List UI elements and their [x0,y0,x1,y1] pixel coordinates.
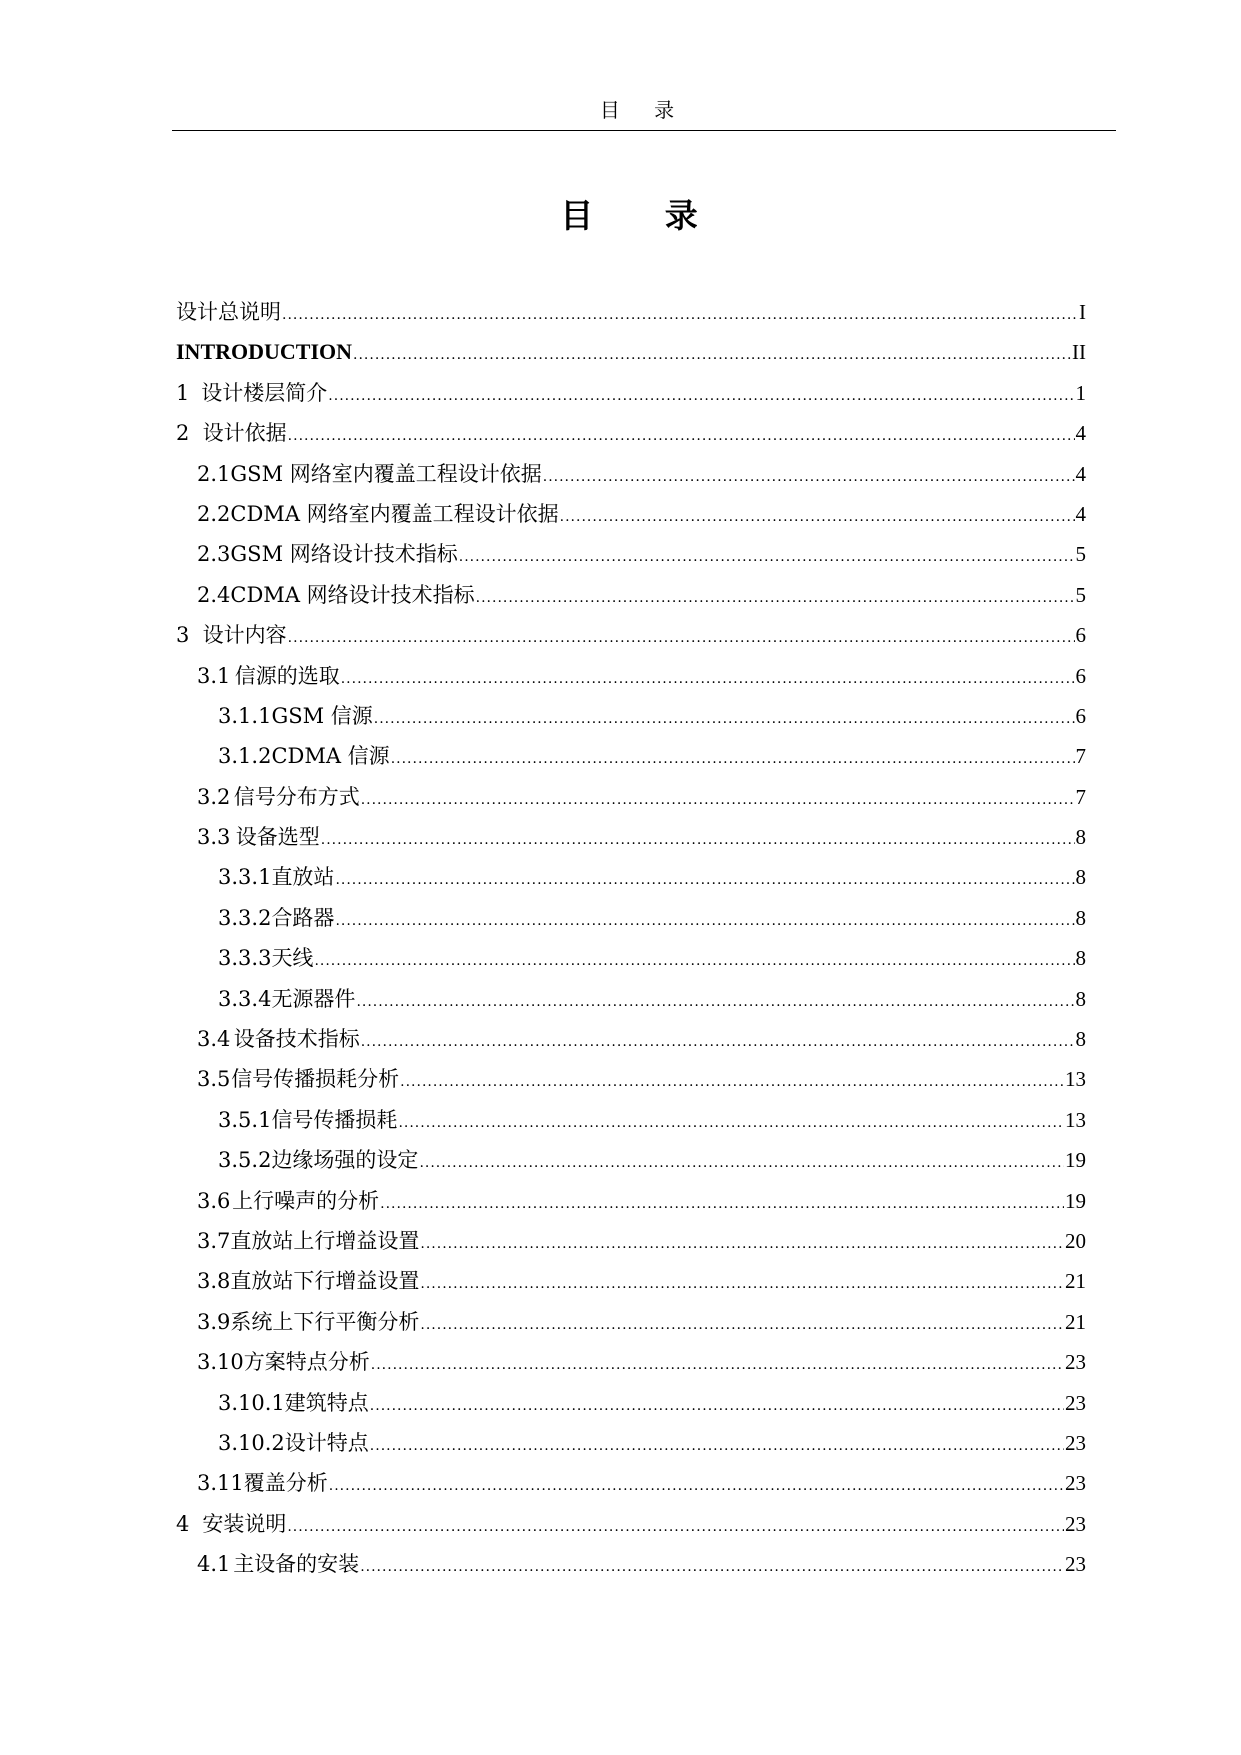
toc-entry-title: CDMA 网络室内覆盖工程设计依据 [230,501,559,526]
toc-entry-title: 设计内容 [202,623,287,648]
toc-entry-page: 19 [1065,1148,1086,1173]
toc-entry[interactable] [176,1342,1086,1382]
toc-entry[interactable] [176,656,1086,696]
toc-entry[interactable] [176,292,1086,332]
page-title: 目 录 [560,196,728,235]
toc-entry-number: 4.1 [197,1552,231,1577]
toc-entry-page: 7 [1075,744,1086,769]
toc-entry-number: 3.3.2 [218,905,272,930]
toc-entry-number: 2.2 [197,501,231,526]
toc-entry-title: 天线 [271,946,314,971]
toc-leader-dots [329,1466,1064,1506]
toc-entry-number: 3.3.4 [218,986,272,1011]
toc-entry-page: 8 [1075,865,1086,890]
toc-entry-number: 3.8 [197,1269,231,1294]
toc-entry-title: 设备技术指标 [233,1027,360,1052]
toc-entry-number: 3.1.1 [218,703,272,728]
toc-entry[interactable] [176,373,1086,413]
toc-leader-dots [356,982,1074,1022]
toc-entry[interactable] [176,1463,1086,1503]
toc-entry[interactable] [176,1504,1086,1544]
toc-leader-dots [321,820,1075,860]
toc-entry-title: CDMA 网络设计技术指标 [230,582,475,607]
toc-entry-number: 3.4 [197,1027,231,1052]
toc-entry[interactable] [176,1383,1086,1423]
toc-entry[interactable] [176,494,1086,534]
toc-entry-number: 2 [176,421,190,446]
toc-entry-page: 23 [1065,1430,1086,1455]
toc-entry-title: GSM 信源 [271,703,373,728]
toc-entry-title: 合路器 [271,905,335,930]
toc-entry-number: 3.3.3 [218,946,272,971]
toc-leader-dots [360,1547,1064,1587]
toc-entry-page: 8 [1075,986,1086,1011]
toc-entry-number: 3 [176,623,190,648]
toc-leader-dots [560,497,1075,537]
toc-leader-dots [380,1184,1064,1224]
toc-leader-dots [341,659,1075,699]
toc-entry-title: 设计楼层简介 [201,380,328,405]
toc-leader-dots [543,457,1075,497]
toc-entry-title: 上行噪声的分析 [232,1188,380,1213]
toc-entry-title: 覆盖分析 [243,1471,328,1496]
toc-entry[interactable] [176,1544,1086,1584]
toc-entry-page: 20 [1065,1228,1086,1253]
toc-entry-page: 1 [1075,380,1086,405]
toc-entry-page: 4 [1075,461,1086,486]
toc-entry-page: 23 [1065,1552,1086,1577]
header-rule [172,130,1116,131]
toc-leader-dots [420,1264,1064,1304]
toc-entry-number: 3.9 [197,1309,231,1334]
toc-entry-number: 3.1 [197,663,231,688]
toc-leader-dots [288,416,1075,456]
toc-entry-title: INTRODUCTION [176,339,353,365]
toc-entry-page: 23 [1065,1511,1086,1536]
toc-entry[interactable] [176,1423,1086,1463]
toc-entry-title: 信号分布方式 [233,784,360,809]
toc-entry-page: 23 [1065,1471,1086,1496]
toc-entry-page: 5 [1075,542,1086,567]
toc-entry[interactable] [176,1100,1086,1140]
toc-entry-number: 3.3.1 [218,865,272,890]
toc-entry[interactable] [176,817,1086,857]
toc-entry[interactable] [176,1140,1086,1180]
toc-entry-title: 安装说明 [202,1511,287,1536]
toc-entry[interactable] [176,454,1086,494]
toc-leader-dots [398,1103,1064,1143]
toc-entry-number: 3.10.1 [218,1390,285,1415]
toc-leader-dots [361,1022,1075,1062]
toc-entry-page: 13 [1065,1107,1086,1132]
toc-entry[interactable] [176,777,1086,817]
toc-leader-dots [371,1345,1064,1385]
toc-entry[interactable] [176,1221,1086,1261]
toc-entry-number: 3.2 [197,784,231,809]
toc-entry-title: 设计总说明 [176,300,281,324]
toc-entry-page: 8 [1075,825,1086,850]
toc-leader-dots [476,578,1075,618]
toc-entry-number: 3.1.2 [218,744,272,769]
toc-entry[interactable] [176,979,1086,1019]
toc-entry-number: 3.10.2 [218,1430,285,1455]
toc-entry-page: 4 [1075,501,1086,526]
toc-entry-page: 6 [1075,663,1086,688]
toc-entry-number: 3.5 [197,1067,231,1092]
toc-entry-page: 21 [1065,1269,1086,1294]
toc-leader-dots [370,1386,1064,1426]
toc-entry[interactable] [176,1059,1086,1099]
toc-leader-dots [391,739,1075,779]
toc-entry-title: GSM 网络设计技术指标 [230,542,458,567]
toc-entry-page: 5 [1075,582,1086,607]
toc-leader-dots [420,1305,1064,1345]
toc-entry-page: 23 [1065,1350,1086,1375]
table-of-contents [176,292,1086,1585]
toc-leader-dots [361,780,1075,820]
toc-entry-title: 信源的选取 [234,663,340,688]
toc-entry[interactable] [176,1302,1086,1342]
toc-entry-page: 8 [1075,1027,1086,1052]
toc-leader-dots [370,1426,1064,1466]
toc-entry-page: 8 [1075,946,1086,971]
toc-entry-number: 3.5.2 [218,1148,272,1173]
toc-leader-dots [282,295,1078,335]
toc-entry-page: 6 [1075,703,1086,728]
toc-entry-title: 设计依据 [202,421,287,446]
toc-entry-page: 19 [1065,1188,1086,1213]
toc-entry-number: 4 [176,1511,190,1536]
toc-leader-dots [335,901,1074,941]
toc-entry[interactable] [176,736,1086,776]
toc-entry-page: I [1079,300,1086,324]
toc-leader-dots [400,1062,1064,1102]
toc-leader-dots [335,860,1074,900]
toc-entry[interactable] [176,1019,1086,1059]
toc-entry[interactable] [176,857,1086,897]
toc-entry-title: CDMA 信源 [271,744,390,769]
toc-leader-dots [353,335,1071,375]
toc-entry-number: 3.11 [197,1471,244,1496]
toc-entry-number: 2.3 [197,542,231,567]
running-header: 目 录 [599,98,689,122]
toc-entry[interactable] [176,1181,1086,1221]
toc-entry-page: 23 [1065,1390,1086,1415]
toc-entry[interactable] [176,1261,1086,1301]
toc-leader-dots [419,1143,1064,1183]
toc-leader-dots [459,537,1075,577]
toc-entry-title: 直放站 [271,865,335,890]
toc-entry[interactable] [176,575,1086,615]
toc-entry-page: 6 [1075,623,1086,648]
toc-entry-page: 4 [1075,421,1086,446]
toc-entry-title: 直放站上行增益设置 [230,1228,420,1253]
toc-entry[interactable] [176,696,1086,736]
toc-leader-dots [374,699,1075,739]
toc-entry[interactable] [176,938,1086,978]
toc-entry-page: 21 [1065,1309,1086,1334]
toc-leader-dots [328,376,1074,416]
toc-entry-number: 3.10 [197,1350,244,1375]
toc-leader-dots [288,618,1075,658]
toc-entry-number: 2.1 [197,461,231,486]
toc-entry-number: 1 [176,380,190,405]
toc-entry-title: 建筑特点 [284,1390,369,1415]
toc-entry-page: II [1072,340,1086,365]
toc-entry-page: 8 [1075,905,1086,930]
toc-entry-title: 系统上下行平衡分析 [230,1309,420,1334]
toc-entry-number: 3.5.1 [218,1107,272,1132]
toc-entry[interactable] [176,413,1086,453]
toc-entry-number: 3.6 [197,1188,231,1213]
toc-entry-title: 边缘场强的设定 [271,1148,419,1173]
toc-entry-title: 信号传播损耗分析 [231,1067,400,1092]
toc-entry[interactable] [176,534,1086,574]
toc-entry-title: 方案特点分析 [243,1350,370,1375]
toc-entry-title: 设备选型 [235,825,320,850]
toc-entry-title: 直放站下行增益设置 [230,1269,420,1294]
toc-leader-dots [287,1507,1064,1547]
toc-entry[interactable] [176,615,1086,655]
toc-entry-number: 2.4 [197,582,231,607]
toc-entry-title: 主设备的安装 [233,1552,360,1577]
toc-leader-dots [314,941,1074,981]
toc-entry-title: 设计特点 [284,1430,369,1455]
toc-entry-page: 13 [1065,1067,1086,1092]
toc-entry-page: 7 [1075,784,1086,809]
toc-leader-dots [420,1224,1064,1264]
toc-entry-title: GSM 网络室内覆盖工程设计依据 [230,461,542,486]
toc-entry[interactable] [176,332,1086,372]
toc-entry-number: 3.7 [197,1228,231,1253]
toc-entry-number: 3.3 [197,825,231,850]
toc-entry[interactable] [176,898,1086,938]
toc-entry-title: 信号传播损耗 [271,1107,398,1132]
toc-entry-title: 无源器件 [271,986,356,1011]
